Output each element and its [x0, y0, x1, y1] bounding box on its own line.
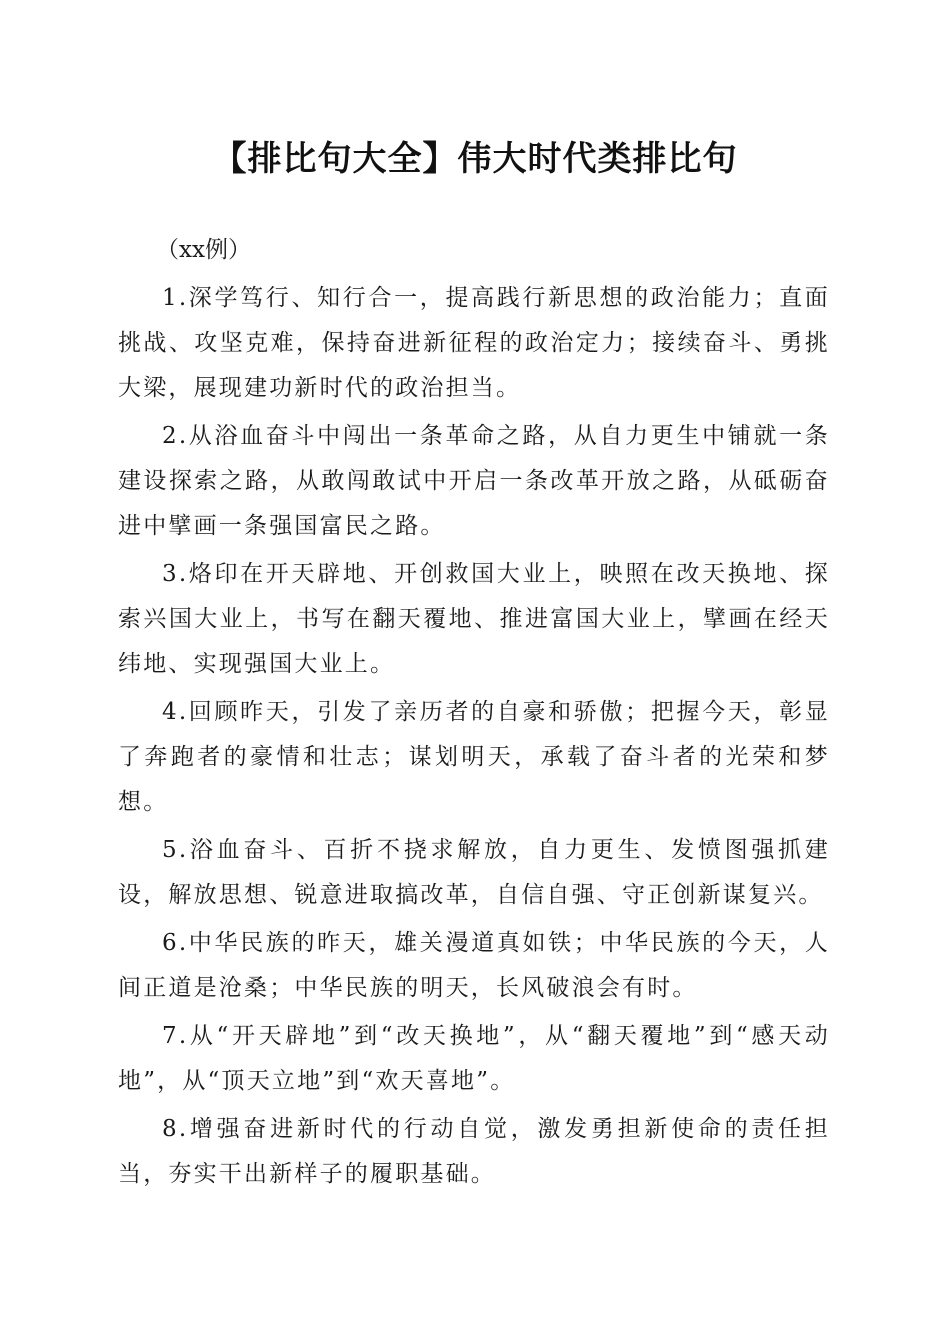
list-item: 6.中华民族的昨天，雄关漫道真如铁；中华民族的今天，人间正道是沧桑；中华民族的明天，长风破浪会有时。: [118, 930, 830, 1001]
list-item: 7.从“开天辟地”到“改天换地”，从“翻天覆地”到“感天动地”，从“顶天立地”到“欢天喜地”。: [118, 1023, 830, 1094]
list-item: 5.浴血奋斗、百折不挠求解放，自力更生、发愤图强抓建设，解放思想、锐意进取搞改革，自信自强、守正创新谋复兴。: [118, 837, 830, 908]
list-item: 4.回顾昨天，引发了亲历者的自豪和骄傲；把握今天，彰显了奔跑者的豪情和壮志；谋划明天，承载了奋斗者的光荣和梦想。: [118, 699, 830, 815]
document-body: [118, 228, 830, 1197]
list-item: 8.增强奋进新时代的行动自觉，激发勇担新使命的责任担当，夯实干出新样子的履职基础。: [118, 1116, 830, 1187]
list-item: 3.烙印在开天辟地、开创救国大业上，映照在改天换地、探索兴国大业上，书写在翻天覆地、推进富国大业上，擘画在经天纬地、实现强国大业上。: [118, 561, 830, 677]
document-title: 【排比句大全】伟大时代类排比句: [212, 139, 738, 179]
list-item: 1.深学笃行、知行合一，提高践行新思想的政治能力；直面挑战、攻坚克难，保持奋进新征程的政治定力；接续奋斗、勇挑大梁，展现建功新时代的政治担当。: [118, 285, 830, 401]
example-count-note: （xx例）: [156, 237, 251, 263]
list-item: 2.从浴血奋斗中闯出一条革命之路，从自力更生中铺就一条建设探索之路，从敢闯敢试中开启一条改革开放之路，从砥砺奋进中擘画一条强国富民之路。: [118, 423, 830, 539]
